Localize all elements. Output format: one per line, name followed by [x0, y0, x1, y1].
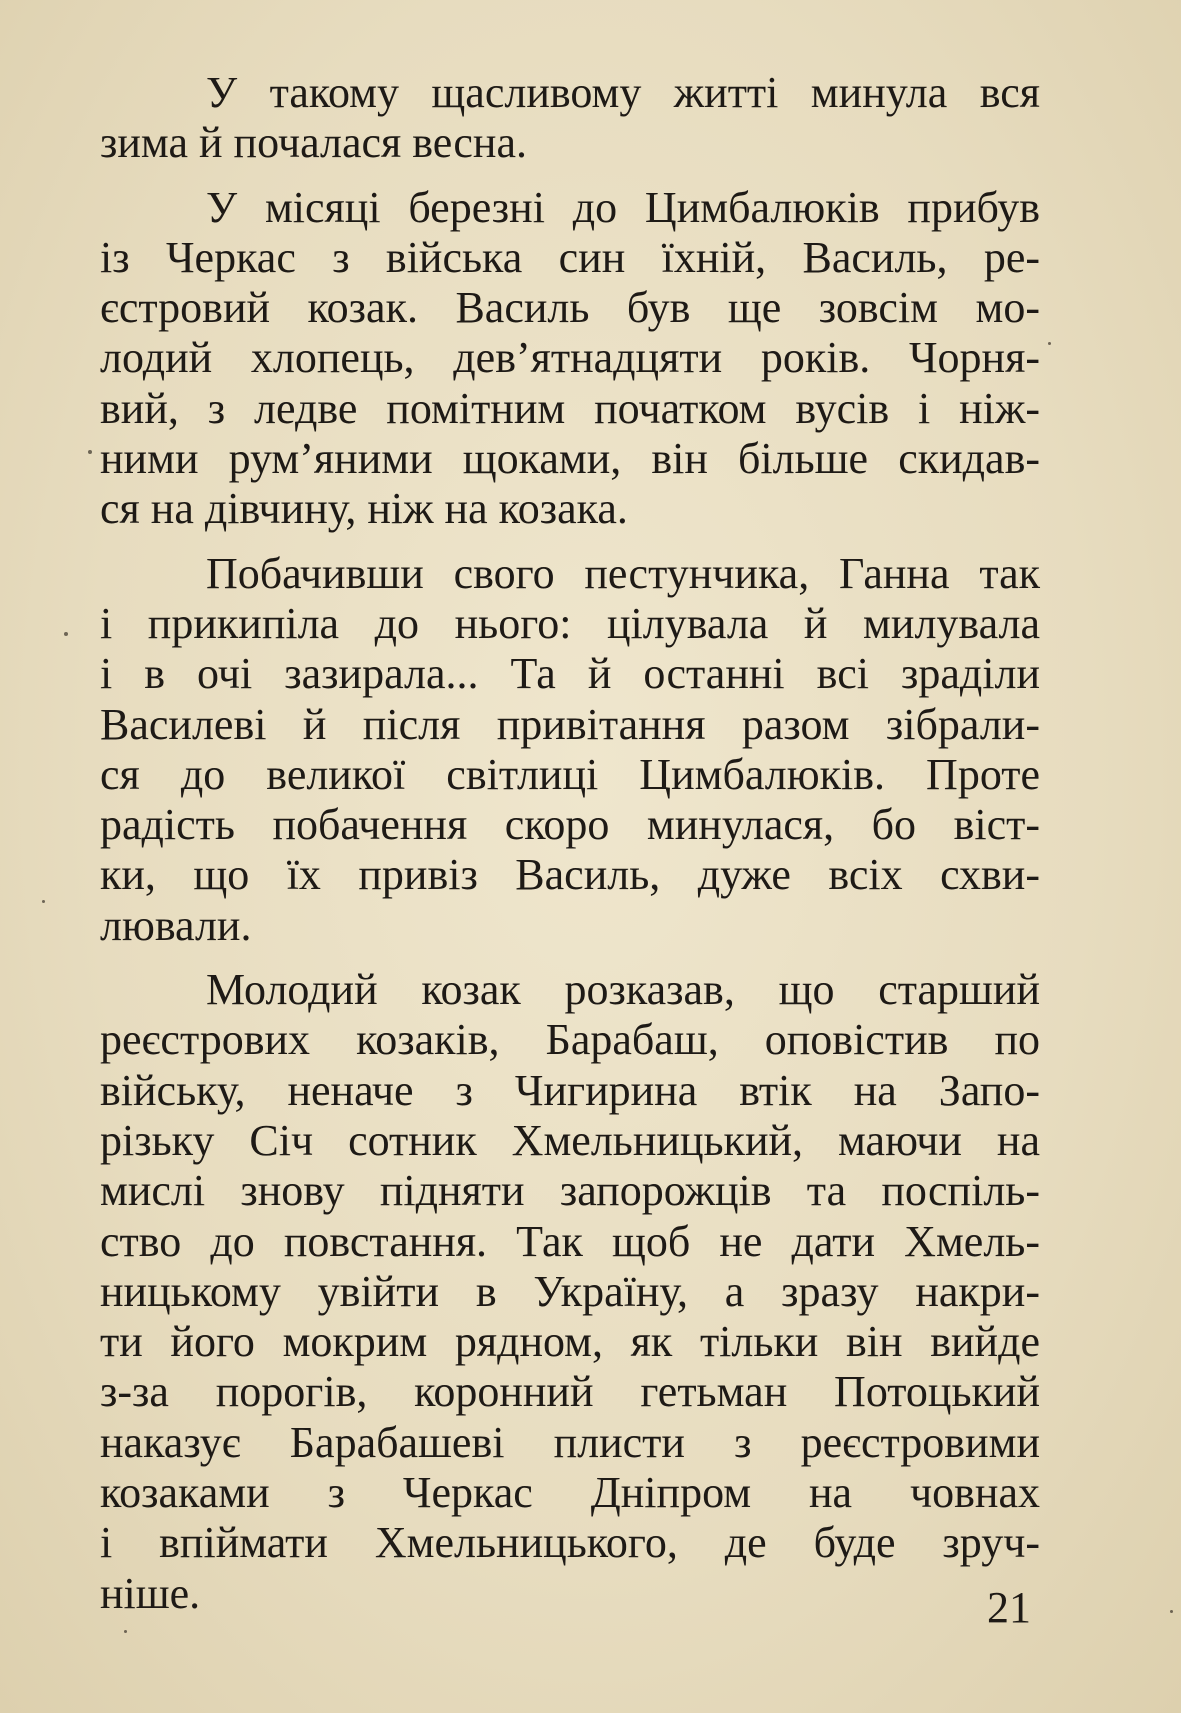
text-line: ніше.	[100, 1568, 201, 1618]
text-line: Василеві й після привітання разом зібрали-	[100, 699, 1040, 749]
text-line: ки, що їх привіз Василь, дуже всіх схви-	[100, 850, 1040, 900]
paragraph	[100, 965, 1040, 1619]
paper-speck	[1048, 342, 1051, 345]
text-line: У такому щасливому житті минула вся	[206, 68, 1040, 117]
text-line: ницькому увійти в Україну, а зразу накри-	[100, 1266, 1040, 1316]
text-line: з-за порогів, коронний гетьман Потоцький	[100, 1367, 1040, 1417]
text-line: лодий хлопець, дев’ятнадцяти років. Чорня-	[100, 333, 1040, 383]
paper-speck	[124, 1630, 127, 1633]
paragraph-gap	[100, 169, 1040, 183]
paragraph	[100, 549, 1040, 951]
text-line: ними рум’яними щоками, він більше скидав-	[100, 434, 1040, 484]
page-text	[100, 68, 1040, 1619]
text-line: ся на дівчину, ніж на козака.	[100, 484, 628, 534]
text-line: ся до великої світлиці Цимбалюків. Проте	[100, 749, 1040, 799]
text-line: зима й почалася весна.	[100, 118, 528, 168]
paper-speck	[64, 632, 68, 636]
text-line: Побачивши свого пестунчика, Ганна так	[206, 548, 1040, 598]
text-line: вий, з ледве помітним початком вусів і ніж-	[100, 383, 1040, 433]
text-line: різьку Січ сотник Хмельницький, маючи на	[100, 1115, 1040, 1165]
text-line: реєстрових козаків, Барабаш, оповістив по	[100, 1015, 1040, 1065]
text-line: і впіймати Хмельницького, де буде зруч-	[100, 1518, 1040, 1568]
paragraph	[100, 68, 1040, 169]
page-number: 21	[987, 1583, 1031, 1632]
paragraph-gap	[100, 951, 1040, 965]
paragraphs-container	[100, 68, 1040, 1619]
paper-speck	[1170, 1610, 1173, 1613]
text-line: У місяці березні до Цимбалюків прибув	[206, 182, 1040, 232]
text-line: наказує Барабашеві плисти з реєстровими	[100, 1417, 1040, 1467]
text-line: ство до повстання. Так щоб не дати Хмель-	[100, 1216, 1040, 1266]
text-line: і прикипіла до нього: цілувала й милувала	[100, 598, 1040, 648]
text-line: ти його мокрим рядном, як тільки він вийде	[100, 1317, 1040, 1367]
paper-speck	[88, 450, 92, 454]
text-line: Молодий козак розказав, що старший	[206, 965, 1040, 1015]
text-line: і в очі зазирала... Та й останні всі зраділи	[100, 649, 1040, 699]
paper-speck	[42, 900, 45, 903]
text-line: війську, неначе з Чигирина втік на Запо-	[100, 1065, 1040, 1115]
text-line: лювали.	[100, 900, 252, 950]
text-line: єстровий козак. Василь був ще зовсім мо-	[100, 283, 1040, 333]
text-line: із Черкас з війська син їхній, Василь, ре-	[100, 232, 1040, 282]
text-line: мислі знову підняти запорожців та поспіль-	[100, 1166, 1040, 1216]
paragraph	[100, 183, 1040, 535]
paragraph-gap	[100, 535, 1040, 549]
text-line: радість побачення скоро минулася, бо віст-	[100, 800, 1040, 850]
text-line: козаками з Черкас Дніпром на човнах	[100, 1468, 1040, 1518]
